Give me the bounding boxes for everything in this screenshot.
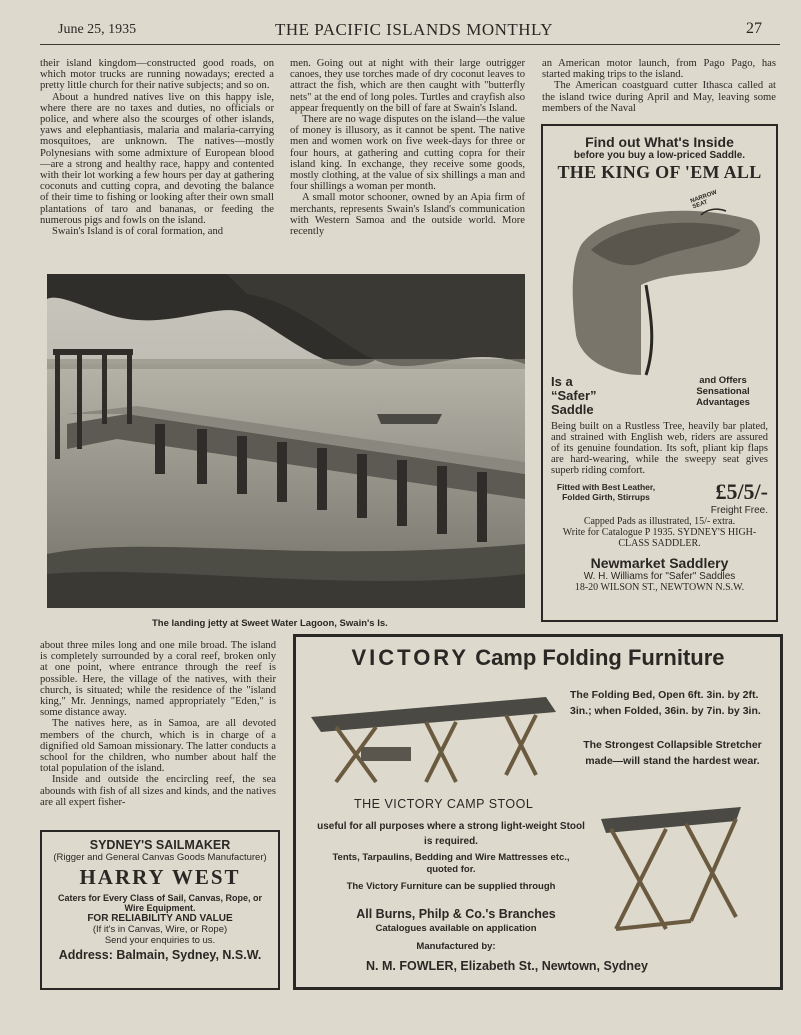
narrow-seat-label: NARROW SEAT bbox=[689, 189, 718, 211]
paragraph: their island kingdom—constructed good roads, on which motor trucks are running nowadays; erected a pretty little church for their native subjects; and so on. bbox=[40, 58, 274, 92]
tents-text: Tents, Tarpaulins, Bedding and Wire Mattresses etc., quoted for. bbox=[332, 852, 570, 875]
saddlery-brand: Newmarket Saddlery bbox=[590, 555, 729, 571]
victory-advertisement bbox=[293, 634, 783, 990]
victory-maker: N. M. FOWLER, Elizabeth St., Newtown, Sydney bbox=[366, 959, 648, 973]
page-number: 27 bbox=[746, 20, 762, 37]
camp-stool-text: useful for all purposes where a strong light-weight Stool is required. bbox=[317, 821, 585, 847]
article-column-1-continued bbox=[40, 640, 276, 808]
manufactured-by-label: Manufactured by: bbox=[416, 941, 496, 952]
burns-philp-branches: All Burns, Philp & Co.'s Branches bbox=[356, 907, 556, 921]
saddle-ad-heading: Find out What's Inside bbox=[585, 134, 734, 150]
victory-title-rest: Camp Folding Furniture bbox=[475, 645, 725, 670]
saddle-illustration bbox=[551, 185, 771, 385]
folding-bed-text: The Folding Bed, Open 6ft. 3in. by 2ft. 3in.; when Folded, 36in. by 7in. by 3in. bbox=[570, 689, 761, 717]
paragraph: Inside and outside the encircling reef, the sea abounds with fish of all sizes and kinds, and the natives are all expert fisher- bbox=[40, 774, 276, 808]
paragraph: Swain's Island is of coral formation, and bbox=[52, 226, 224, 238]
article-column-1 bbox=[40, 58, 274, 237]
paragraph: about three miles long and one mile broad. The island is completely surrounded by a coral reef, broken only at one point, where entrance through the reef is possible. Here, the village of the natives, with their church, is situated; while the residence of the "island king," Mr. Jennings, named appropriately "Eden," is some distance away. bbox=[40, 640, 276, 719]
paragraph: an American motor launch, from Pago Pago, has started making trips to the island. bbox=[542, 58, 776, 81]
victory-title bbox=[310, 645, 766, 671]
sailmaker-address: Address: Balmain, Sydney, N.S.W. bbox=[58, 948, 262, 962]
paragraph: men. Going out at night with their large outrigger canoes, they use torches made of dry coconut leaves to attract the fish, which are then caught with "butterfly nets" at the end of long poles. Turtles and crayfish also appear frequently on the bill of fare at Swain's Island. bbox=[290, 58, 525, 114]
advantages-label: and Offers Sensational Advantages bbox=[696, 375, 750, 408]
paragraph: About a hundred natives live on this happy isle, where there are no taxes and duties, no officials or police, and where also the scourges of other islands, yaws and elephantiasis, malaria and malaria-carrying mosquitoes, are unknown. The natives—mostly Polynesians with some admixture of European blood—are a strong and healthy race, happy and contented with their lot working a few hours per day at gathering coconuts and cutting copra, and devoting the balance of their time to fishing or looking after their own small plantations of taro and bananas, or feeding the numerous pigs and fowls on the island. bbox=[40, 91, 274, 226]
sailmaker-if: (If it's in Canvas, Wire, or Rope) bbox=[92, 924, 228, 935]
jetty-photo bbox=[47, 274, 525, 608]
paragraph: A small motor schooner, owned by an Apia firm of merchants, represents Swain's Island's communication with Western Samoa and the outside world. More recently bbox=[290, 192, 525, 238]
sailmaker-reliability: FOR RELIABILITY AND VALUE bbox=[87, 913, 233, 924]
saddle-advertisement bbox=[541, 124, 778, 622]
sailmaker-name: HARRY WEST bbox=[79, 865, 241, 889]
sailmaker-send: Send your enquiries to us. bbox=[104, 935, 216, 946]
victory-brand: VICTORY bbox=[351, 645, 470, 670]
article-column-3 bbox=[542, 58, 776, 114]
saddle-maker: W. H. Williams for "Safer" Saddles bbox=[583, 571, 736, 582]
paragraph: The natives here, as in Samoa, are all devoted members of the church, which is in charge of a dignified old Samoan missionary. The latter conducts a school for the children, who number about half the total population of the island. bbox=[40, 718, 276, 775]
saddle-price: £5/5/- bbox=[715, 479, 768, 504]
catalogue-text: Write for Catalogue P 1935. SYDNEY'S HIGH-CLASS SADDLER. bbox=[562, 527, 757, 549]
saddle-ad-title: THE KING OF 'EM ALL bbox=[557, 162, 762, 182]
sailmaker-advertisement bbox=[40, 830, 280, 990]
article-column-2 bbox=[290, 58, 525, 237]
camp-stool-title: THE VICTORY CAMP STOOL bbox=[354, 797, 534, 811]
saddle-ad-subheading: before you buy a low-priced Saddle. bbox=[573, 150, 746, 161]
fitted-text: Fitted with Best Leather, Folded Girth, Stirrups bbox=[556, 482, 656, 502]
saddlery-address: 18-20 WILSON ST., NEWTOWN N.S.W. bbox=[574, 582, 745, 593]
publication-title: THE PACIFIC ISLANDS MONTHLY bbox=[275, 20, 553, 39]
pads-text: Capped Pads as illustrated, 15/- extra. bbox=[583, 516, 736, 527]
camp-stool-illustration bbox=[596, 799, 746, 939]
header-rule bbox=[40, 44, 780, 45]
catalogues-text: Catalogues available on application bbox=[375, 923, 537, 934]
photo-caption: The landing jetty at Sweet Water Lagoon, Swain's Is. bbox=[152, 618, 388, 629]
supplied-text: The Victory Furniture can be supplied through bbox=[346, 881, 556, 892]
stretcher-text: The Strongest Collapsible Stretcher made—will stand the hardest wear. bbox=[583, 739, 762, 767]
paragraph: The American coastguard cutter Ithasca called at the island twice during April and May, leaving some members of the Naval bbox=[542, 80, 776, 114]
issue-date: June 25, 1935 bbox=[58, 22, 137, 37]
paragraph: There are no wage disputes on the island—the value of money is illusory, as it cannot be spent. The native men and women work on five week-days for three or four hours, at gathering and cutting copra for their island king. In exchange, they receive some goods, mostly clothing, at the value of six shillings a man and four shillings a woman per month. bbox=[290, 114, 525, 193]
saddle-ad-body: Being built on a Rustless Tree, heavily bar plated, and strained with English web, riders are assured of its genuine foundation. Its soft, pliant kip flaps are hard-wearing, while the sweepy seat gives superb riding comfort. bbox=[551, 421, 768, 476]
sailmaker-caters: Caters for Every Class of Sail, Canvas, Rope, or Wire Equipment. bbox=[57, 893, 263, 913]
sailmaker-subtitle: (Rigger and General Canvas Goods Manufacturer) bbox=[53, 852, 267, 863]
sailmaker-title: SYDNEY'S SAILMAKER bbox=[89, 838, 231, 852]
safer-saddle-label: Is a “Safer” Saddle bbox=[551, 374, 597, 417]
jetty-photo-image bbox=[47, 274, 525, 608]
freight-text: Freight Free. bbox=[710, 505, 768, 516]
folding-bed-illustration bbox=[306, 687, 561, 787]
